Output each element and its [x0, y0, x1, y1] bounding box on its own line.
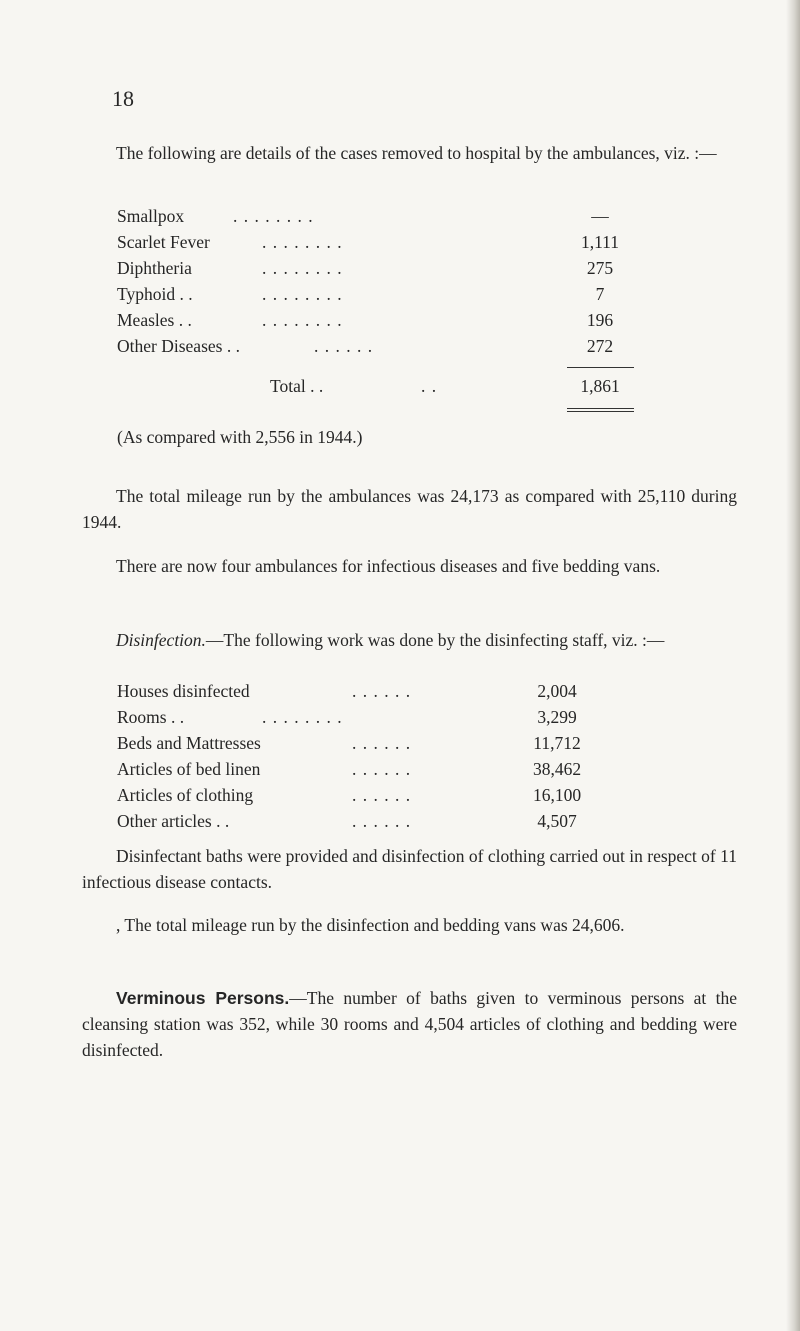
- leader-dots: . . . . . .: [352, 681, 412, 701]
- item-label: Articles of clothing: [117, 785, 254, 805]
- table-row: [117, 307, 637, 333]
- item-value: 38,462: [532, 759, 582, 779]
- mileage-paragraph: The total mileage run by the ambulances was 24,173 as compared with 25,110 during 1944.: [82, 486, 737, 532]
- table-row: [117, 229, 637, 255]
- case-value: 7: [595, 284, 605, 304]
- intro-paragraph: The following are details of the cases removed to hospital by the ambulances, viz. :—: [116, 143, 717, 163]
- table-row: [117, 808, 637, 834]
- case-label: Smallpox: [117, 206, 185, 226]
- case-label: Typhoid . .: [117, 284, 193, 304]
- leader-dots: . . . . . .: [352, 759, 412, 779]
- case-value: 272: [586, 336, 614, 356]
- table-row: [117, 203, 637, 229]
- total-label: Total . .: [270, 376, 324, 396]
- page-number: 18: [112, 86, 134, 111]
- table-row: [117, 255, 637, 281]
- leader-dots: . . . . . . . .: [233, 206, 314, 226]
- page-edge-shadow: [786, 0, 800, 1331]
- leader-dots: . . . . . .: [314, 336, 374, 356]
- table-row: [117, 704, 637, 730]
- vans-paragraph: There are now four ambulances for infectious diseases and five bedding vans.: [116, 556, 661, 576]
- case-label: Scarlet Fever: [117, 232, 210, 252]
- disinfection-heading: Disinfection.: [116, 630, 206, 650]
- item-label: Houses disinfected: [117, 681, 250, 701]
- item-value: 16,100: [532, 785, 582, 805]
- disinfection-paragraph: [82, 627, 737, 653]
- verminous-text: —The number of baths given to verminous persons at the cleansing station was 352, while 30 rooms and 4,504 articles of clothing and bedding were disinfected.: [82, 988, 737, 1060]
- case-value: —: [591, 206, 609, 226]
- case-label: Diphtheria: [117, 258, 192, 278]
- table-row: [117, 782, 637, 808]
- van-mileage-paragraph: , The total mileage run by the disinfection and bedding vans was 24,606.: [116, 915, 625, 935]
- leader-dots: . . . . . . . .: [262, 284, 343, 304]
- leader-dots: . .: [421, 376, 438, 396]
- case-value: 196: [586, 310, 614, 330]
- leader-dots: . . . . . . . .: [262, 707, 343, 727]
- item-value: 4,507: [537, 811, 577, 831]
- table-row: [117, 730, 637, 756]
- table-row: [117, 756, 637, 782]
- leader-dots: . . . . . . . .: [262, 232, 343, 252]
- leader-dots: . . . . . .: [352, 785, 412, 805]
- comparison-note: (As compared with 2,556 in 1944.): [117, 427, 363, 447]
- total-row: [117, 373, 637, 399]
- case-label: Measles . .: [117, 310, 192, 330]
- disinfection-intro: —The following work was done by the disinfecting staff, viz. :—: [205, 630, 665, 650]
- item-value: 11,712: [533, 733, 581, 753]
- table-row: [117, 678, 637, 704]
- leader-dots: . . . . . .: [352, 811, 412, 831]
- item-value: 3,299: [537, 707, 577, 727]
- subtotal-rule: [567, 367, 634, 368]
- verminous-heading: Verminous Persons.: [116, 988, 290, 1008]
- case-label: Other Diseases . .: [117, 336, 240, 356]
- case-value: 1,111: [580, 232, 620, 252]
- item-label: Beds and Mattresses: [117, 733, 261, 753]
- item-label: Other articles . .: [117, 811, 230, 831]
- item-label: Rooms . .: [117, 707, 185, 727]
- case-value: 275: [586, 258, 614, 278]
- item-value: 2,004: [537, 681, 577, 701]
- table-row: [117, 281, 637, 307]
- leader-dots: . . . . . .: [352, 733, 412, 753]
- verminous-paragraph: [82, 985, 737, 1063]
- total-double-rule-bottom: [567, 411, 634, 412]
- leader-dots: . . . . . . . .: [262, 310, 343, 330]
- baths-paragraph: Disinfectant baths were provided and disinfection of clothing carried out in respect of 11 infectious disease contacts.: [82, 846, 737, 892]
- table-row: [117, 333, 637, 359]
- total-value: 1,861: [580, 376, 620, 396]
- leader-dots: . . . . . . . .: [262, 258, 343, 278]
- item-label: Articles of bed linen: [117, 759, 261, 779]
- total-double-rule-top: [567, 408, 634, 409]
